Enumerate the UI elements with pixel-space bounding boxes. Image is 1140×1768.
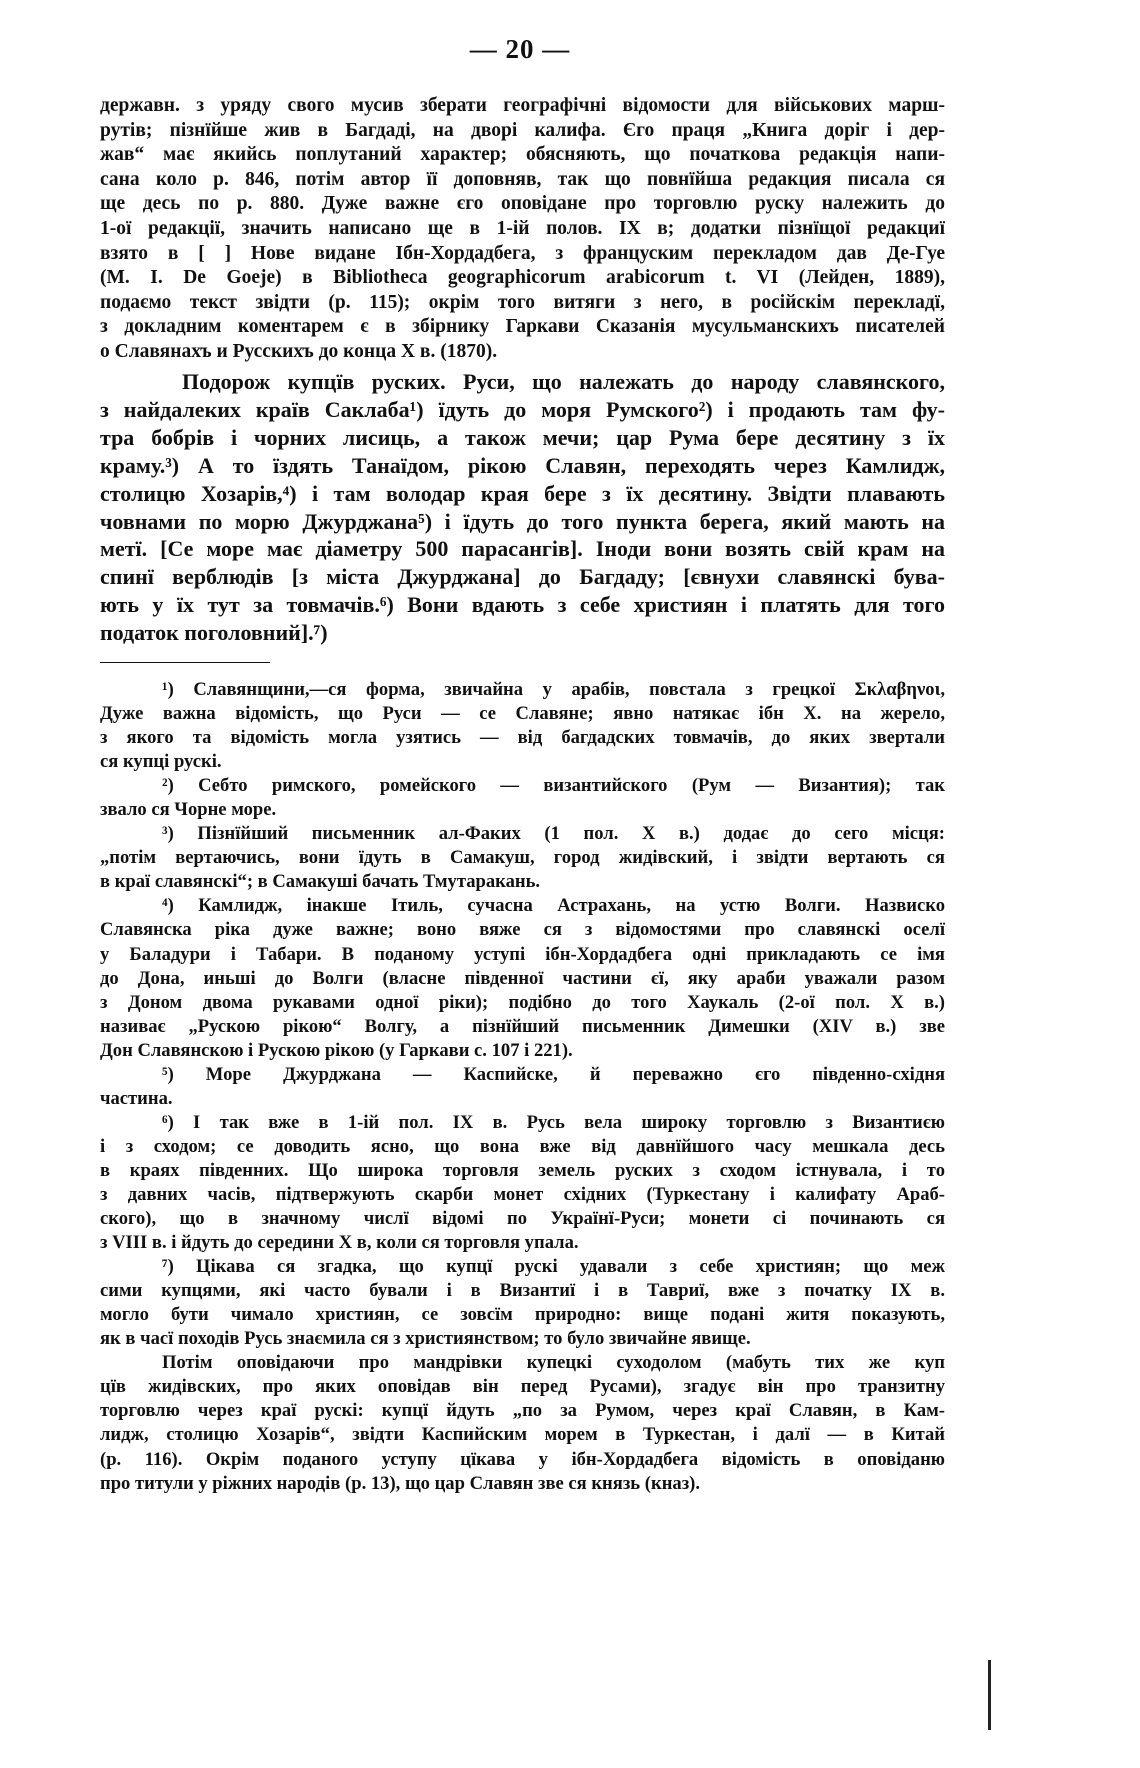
text-line: тра бобрів і чорних лисиць, а також мечи; цар Рума бере десятину з їх [100, 424, 945, 450]
footnote-line: ⁵) Море Джурджана — Каспийске, й переважно єго південно-східня [162, 1063, 945, 1085]
footnote-line: ⁷) Цікава ся згадка, що купцї рускі удавали з себе християн; що меж [162, 1256, 945, 1278]
footnote-line: ⁶) І так вже в 1-ій пол. IX в. Русь вела широку торговлю з Византиєю [162, 1111, 945, 1133]
footnote-line: сими купцями, які часто бували і в Византиї і в Тавриї, вже з початку IX в. [100, 1280, 945, 1302]
footnote-line: в краї славянскі“; в Самакуші бачать Тмутаракань. [100, 871, 541, 893]
footnote-line: (p. 116). Окрім поданого уступу цїкава у ібн-Хордадбега відомість в оповіданю [100, 1448, 945, 1470]
text-line: краму.³) А то їздять Танаїдом, рікою Славян, переходять через Камлидж, [100, 452, 945, 478]
scan-edge-mark [988, 1660, 991, 1730]
footnote-line: торговлю через краї рускі: купцї йдуть „по за Румом, через краї Славян, в Кам- [100, 1400, 945, 1422]
body-paragraph-merchants-journey [100, 368, 945, 647]
footnote-line: ¹) Славянщини,—ся форма, звичайна у арабів, повстала з грецкої Σκλαβηνοι, [162, 679, 945, 700]
text-line: о Славянахъ и Русскихъ до конца X в. (1870). [100, 340, 498, 362]
text-line: з найдалеких країв Саклаба¹) їдуть до моря Румского²) і продають там фу- [100, 396, 945, 422]
text-line: метї. [Се море має діаметру 500 парасангів]. Іноди вони возять свій крам на [100, 536, 945, 562]
footnote-line: ²) Себто римского, ромейского — византийского (Рум — Византия); так [162, 775, 945, 797]
footnote-line: Потім оповідаючи про мандрівки купецкі суходолом (мабуть тих же куп [162, 1352, 945, 1374]
closing-paragraph [100, 1351, 945, 1495]
footnote-line: могло бути чимало християн, се зовсїм природно: вище подані житя показують, [100, 1304, 945, 1326]
text-line: ють у їх тут за товмачів.⁶) Вони вдають з себе християн і платять для того [100, 592, 945, 618]
text-line: Подорож купцїв руских. Руси, що належать до народу славянского, [182, 369, 945, 394]
footnote-line: ся купці рускі. [100, 751, 222, 773]
footnote-line: Дуже важна відомість, що Руси — се Славяне; явно натякає ібн Х. на жерело, [100, 703, 945, 725]
footnote-4 [100, 894, 945, 1062]
footnote-line: звало ся Чорне море. [100, 799, 277, 821]
text-line: податок поголовний].⁷) [100, 620, 328, 646]
footnote-line: в краях південних. Що широка торговля земель руских з сходом істнувала, і то [100, 1159, 945, 1181]
footnotes-section [100, 678, 945, 1496]
text-line: жав“ має якийсь поплутаний характер; обясняють, що початкова редакція напи- [100, 144, 945, 166]
footnote-divider [100, 662, 270, 663]
footnote-line: у Баладури і Табари. В поданому уступі ібн-Хордадбега одні прикладають се імя [100, 943, 945, 965]
footnote-line: як в часї походів Русь знаємила ся з християнством; то було звичайне явище. [100, 1328, 751, 1350]
footnote-line: і з сходом; се доводить ясно, що вона вже від давнїйшого часу мешкала десь [100, 1135, 945, 1157]
footnote-2 [100, 774, 945, 822]
text-line: ще десь по р. 880. Дуже важне єго оповідане про торговлю руску належить до [100, 193, 945, 215]
page-number: — 20 — [469, 34, 571, 64]
text-line: взято в [ ] Нове видане Ібн-Хордадбега, з француским перекладом дав Де-Гуе [100, 242, 945, 264]
body-paragraph-continued [100, 94, 945, 365]
footnote-line: про титули у ріжних народів (p. 13), що цар Славян зве ся князь (кназ). [100, 1472, 701, 1494]
footnote-line: частина. [100, 1087, 173, 1109]
text-line: державн. з уряду свого мусив зберати географічні відомости для військових марш- [100, 95, 945, 116]
footnote-line: називає „Рускою рікою“ Волгу, а пізнїйший письменник Димешки (XIV в.) зве [100, 1015, 945, 1037]
footnote-line: Дон Славянскою і Рускою рікою (у Гаркави с. 107 і 221). [100, 1039, 573, 1061]
text-line: з докладним коментарем є в збірнику Гаркави Сказанія мусульманскихъ писателей [100, 316, 945, 338]
text-line: сана коло р. 846, потім автор її доповняв, так що повнїйша редакция писала ся [100, 168, 945, 190]
footnote-line: з Доном двома рукавами одної ріки); подібно до того Хаукаль (2-ої пол. X в.) [100, 991, 945, 1013]
footnote-3 [100, 822, 945, 894]
text-line: 1-ої редакції, значить написано ще в 1-ій полов. IX в; додатки пізнїщої редакциї [100, 217, 945, 239]
text-line: столицю Хозарів,⁴) і там володар края бере з їх десятину. Звідти плавають [100, 480, 945, 506]
footnote-6 [100, 1111, 945, 1255]
footnote-line: з якого та відомість могла узятись — від багдадских товмачів, до яких звертали [100, 727, 945, 749]
text-line: рутів; пізнїйше жив в Багдаді, на дворі калифа. Єго праця „Книга доріг і дер- [100, 119, 945, 141]
footnote-line: Славянска ріка дуже важне; воно вяже ся з відомостями про славянскі оселї [100, 919, 945, 941]
text-line: спинї верблюдів [з міста Джурджана] до Багдаду; [євнухи славянскі бува- [100, 564, 945, 590]
footnote-line: лидж, столицю Хозарів“, звідти Каспийским морем в Туркестан, і далї — в Китай [100, 1424, 945, 1446]
text-line: подаємо текст звідти (p. 115); окрім того витяги з него, в російскім перекладї, [100, 291, 945, 313]
footnote-1 [100, 678, 945, 774]
footnote-line: цїв жидівских, про яких оповідав він перед Русами), згадує він про транзитну [100, 1376, 945, 1398]
text-line: човнами по морю Джурджана⁵) і їдуть до того пункта берега, який мають на [100, 508, 945, 534]
footnote-5 [100, 1063, 945, 1111]
footnote-line: з давних часів, підтвержують скарби монет східних (Туркестану і калифату Араб- [100, 1183, 945, 1205]
footnote-7 [100, 1255, 945, 1351]
text-line: (M. I. De Goeje) в Bibliotheca geographicorum arabicorum t. VI (Лейден, 1889), [100, 267, 945, 289]
footnote-line: до Дона, иньші до Волги (власне південної частини єї, яку араби уважали разом [100, 967, 945, 989]
footnote-line: ского), що в значному числї відомі по Українї-Руси; монети сі починають ся [100, 1208, 945, 1230]
footnote-line: „потім вертаючись, вони їдуть в Самакуш, город жидівский, і звідти вертають ся [100, 847, 945, 869]
footnote-line: з VIII в. і йдуть до середини X в, коли ся торговля упала. [100, 1232, 579, 1254]
footnote-line: ³) Пізнїйший письменник ал-Факих (1 пол. X в.) додає до сего місця: [162, 823, 945, 845]
footnote-line: ⁴) Камлидж, інакше Ітиль, сучасна Астрахань, на устю Волги. Назвиско [162, 895, 945, 917]
